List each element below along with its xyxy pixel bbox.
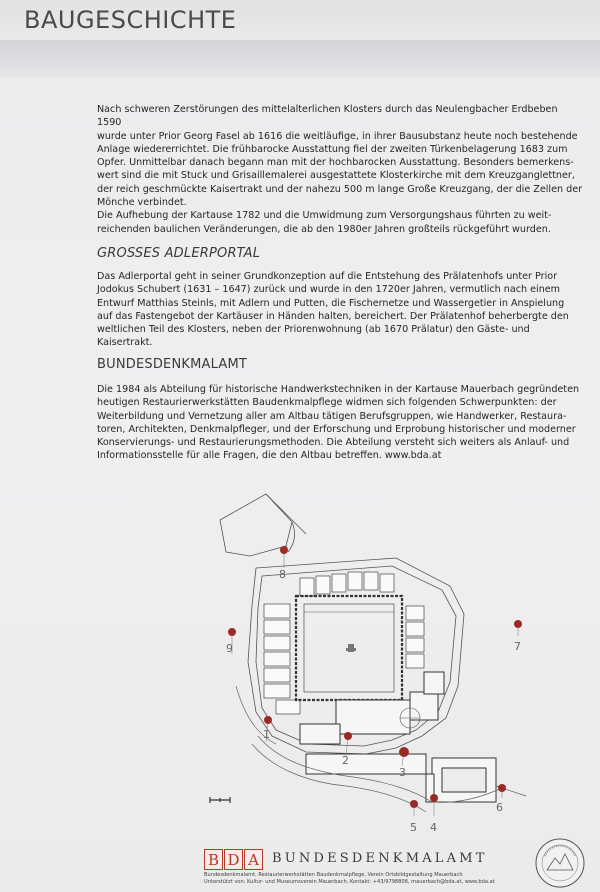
text-line: der reich geschmückte Kaisertrakt und der nahezu 500 m lange Große Kreuzgang, der die Zellen der	[97, 183, 583, 195]
marker-label-7: 7	[514, 640, 521, 653]
text-line: Opfer. Unmittelbar danach begann man mit der hochbarocken Ausstattung. Besonders bemerkens-	[97, 157, 574, 169]
credit-line-1: Bundesdenkmalamt, Restaurierwerkstätten Baudenkmalpflege, Verein Ortsbildgestaltung Mauerbach	[204, 872, 463, 878]
history-text	[97, 103, 583, 236]
text-line: auf das Fastengebot der Kartäuser in Händen halten, bereichert. Der Prälatenhof beherbergte den	[97, 310, 569, 322]
marker-label-3: 3	[399, 766, 406, 779]
page-title: BAUGESCHICHTE	[24, 6, 237, 34]
text-line: weltlichen Teil des Klosters, neben der Priorenwohnung (ab 1670 Prälatur) den Gäste- und Kaisertrakt.	[97, 324, 530, 349]
marker-5	[410, 800, 418, 808]
plan-scale-bar	[210, 797, 230, 803]
text-line: Weiterbildung und Vernetzung aller am Altbau tätigen Berufsgruppen, wie Handwerker, Restaura-	[97, 410, 567, 422]
text-line: Entwurf Matthias Steinls, mit Adlern und Putten, die Fischernetze und Wassergetier in Anspielung	[97, 297, 565, 309]
marker-label-9: 9	[226, 642, 233, 655]
text-line: Das Adlerportal geht in seiner Grundkonzeption auf die Entstehung des Prälatenhofs unter Prior	[97, 271, 558, 282]
text-line: Informationsstelle für alle Fragen, die den Altbau betreffen. www.bda.at	[97, 450, 442, 462]
section-heading-adlerportal: GROSSES ADLERPORTAL	[97, 246, 261, 261]
text-line: Jodokus Schubert (1631 – 1647) zurück und wurde in den 1720er Jahren, vermutlich nach einem	[97, 284, 561, 296]
section-heading-bundesdenkmalamt: BUNDESDENKMALAMT	[97, 357, 248, 372]
text-line: wurde unter Prior Georg Fasel ab 1616 die weitläufige, in ihrer Bausubstanz heute noch bestehende	[97, 130, 578, 142]
text-line: Nach schweren Zerstörungen des mittelalterlichen Klosters durch das Neulengbacher Erdbeben 1590	[97, 104, 558, 129]
marker-9	[228, 628, 236, 636]
marker-4	[430, 794, 438, 802]
marker-1	[264, 716, 272, 724]
marker-label-2: 2	[342, 754, 349, 767]
text-line: Mönche verbindet.	[97, 197, 187, 209]
text-line: heutigen Restaurierwerkstätten Baudenkmalpflege widmen sich folgenden Schwerpunkten: der	[97, 397, 557, 409]
text-line: Konservierungs- und Restaurierungsmethoden. Die Abteilung versteht sich weiters als Anlauf- und	[97, 437, 570, 449]
marker-label-8: 8	[279, 568, 286, 581]
logo-letter: B	[204, 849, 223, 870]
site-plan	[196, 486, 566, 844]
text-line: Die Aufhebung der Kartause 1782 und die Umwidmung zum Versorgungshaus führten zu weit-	[97, 210, 552, 222]
marker-8	[280, 546, 288, 554]
text-line: Die 1984 als Abteilung für historische Handwerkstechniken in der Kartause Mauerbach gegründeten	[97, 384, 580, 395]
marker-label-1: 1	[263, 728, 270, 741]
header-band	[0, 40, 600, 78]
credit-line-2: Unterstützt von: Kultur- und Museumsverein Mauerbach, Kontakt: +43/9798808, mauerbach@bda.at, www.bda.at	[204, 879, 495, 885]
text-line: Anlage wiedererrichtet. Die frühbarocke Ausstattung fiel der zweiten Türkenbelagerung 1683 zum	[97, 143, 568, 155]
text-line: wert sind die mit Stuck und Grisaillemalerei ausgestattete Klosterkirche mit dem Kreuzganglettner,	[97, 170, 575, 182]
adlerportal-text	[97, 270, 583, 350]
text-line: toren, Architekten, Denkmalpfleger, und der Erforschung und Erprobung historischer und moderner	[97, 423, 576, 435]
text-line: reichenden baulichen Veränderungen, die ab den 1980er Jahren großteils rückgeführt wurden.	[97, 223, 551, 235]
plan-church	[336, 700, 410, 734]
org-name: BUNDESDENKMALAMT	[272, 851, 488, 866]
marker-6	[498, 784, 506, 792]
marker-label-5: 5	[410, 821, 417, 834]
marker-2	[344, 732, 352, 740]
marker-7	[514, 620, 522, 628]
marker-label-4: 4	[430, 821, 437, 834]
seal-emblem	[533, 836, 587, 890]
logo-letter: A	[244, 849, 263, 870]
marker-label-6: 6	[496, 801, 503, 814]
logo-letter: D	[224, 849, 243, 870]
marker-3	[399, 747, 409, 757]
plan-fountain	[346, 644, 356, 652]
bundesdenkmalamt-text	[97, 383, 583, 463]
bda-logo	[204, 849, 264, 870]
plan-outer-enclosure	[220, 494, 292, 556]
